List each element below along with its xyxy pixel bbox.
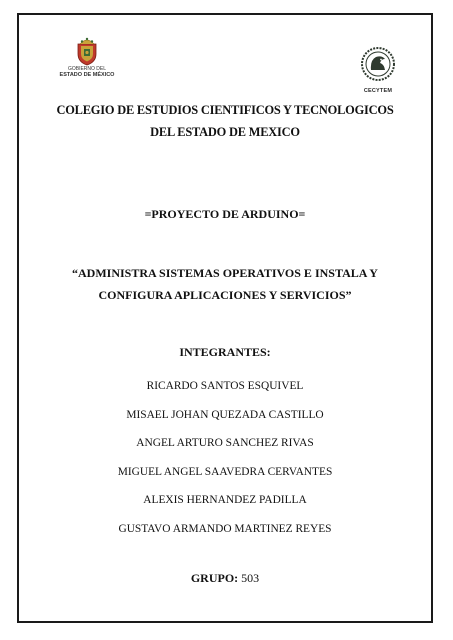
member-name: MISAEL JOHAN QUEZADA CASTILLO <box>126 408 324 421</box>
members-list <box>17 372 433 544</box>
cecytem-logo <box>356 46 400 92</box>
estado-de-mexico-shield-icon <box>52 36 122 66</box>
school-title <box>17 99 433 143</box>
group-info <box>17 570 433 586</box>
school-title-line1: COLEGIO DE ESTUDIOS CIENTIFICOS Y TECNOLOGICOS <box>56 103 394 117</box>
member-name: ANGEL ARTURO SANCHEZ RIVAS <box>136 437 314 450</box>
logo-caption: CECYTEM <box>363 88 393 94</box>
member-name: ALEXIS HERNANDEZ PADILLA <box>143 494 307 507</box>
gobierno-estado-de-mexico-logo <box>52 36 122 82</box>
school-title-line2: DEL ESTADO DE MEXICO <box>150 125 300 139</box>
logo-caption-line1: GOBIERNO DEL <box>67 66 107 72</box>
subject-title <box>17 262 433 306</box>
member-name: MIGUEL ANGEL SAAVEDRA CERVANTES <box>117 465 333 478</box>
group-label: GRUPO: <box>190 571 239 585</box>
members-heading: INTEGRANTES: <box>179 345 271 359</box>
group-value: 503 <box>238 571 260 585</box>
cecytem-seal-icon <box>360 69 396 86</box>
member-name: GUSTAVO ARMANDO MARTINEZ REYES <box>118 522 332 535</box>
logo-caption-line2: ESTADO DE MÉXICO <box>59 72 115 78</box>
project-title: =PROYECTO DE ARDUINO= <box>144 207 306 221</box>
subject-title-line1: “ADMINISTRA SISTEMAS OPERATIVOS E INSTALA Y <box>72 266 378 280</box>
subject-title-line2: CONFIGURA APLICACIONES Y SERVICIOS” <box>98 288 352 302</box>
member-name: RICARDO SANTOS ESQUIVEL <box>146 380 304 392</box>
